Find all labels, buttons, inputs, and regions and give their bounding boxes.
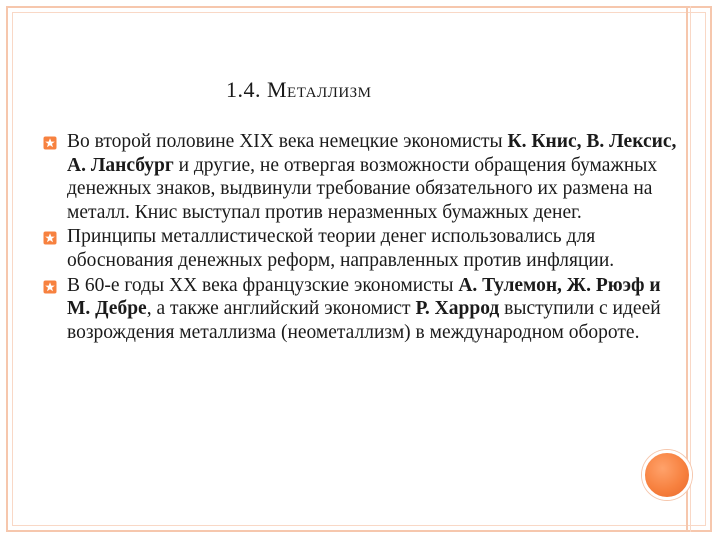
- right-decorative-line: [686, 6, 688, 532]
- bullet-text-3a: В 60-е годы XX века французские экономисты: [67, 274, 459, 296]
- title-text: 1.4. Металлизм: [226, 77, 372, 102]
- bullet-text-1b: К. Книс, В. Лексис, А. Лансбург: [67, 131, 677, 176]
- bullet-text-3d: Р. Харрод: [415, 298, 500, 320]
- bullet-item-3: [40, 274, 680, 345]
- bullet-text-3b: А. Тулемон, Ж. Рюэф и М. Дебре: [67, 274, 661, 320]
- bullet-item-1: [40, 130, 680, 224]
- star-bullet-icon: [43, 280, 57, 294]
- orange-circle-decoration: [642, 450, 692, 500]
- bullet-text-1c: и другие, не отвергая возможности обращения бумажных денежных знаков, выдвинули требование обязательного их размена на металл. Книс выступал против неразменных бумажных денег.: [67, 154, 658, 223]
- bullet-text-2: Принципы металлистической теории денег использовались для обоснования денежных реформ, направленных против инфляции.: [67, 226, 615, 271]
- slide-title: [226, 77, 372, 103]
- bullet-text-3c: , а также английский экономист: [146, 298, 416, 320]
- bullet-item-2: [40, 225, 680, 272]
- star-bullet-icon: [43, 136, 57, 150]
- bullet-text-1a: Во второй половине XIX века немецкие экономисты: [67, 131, 508, 152]
- bullet-list: [40, 130, 680, 345]
- star-bullet-icon: [43, 231, 57, 245]
- right-decorative-line-thin: [690, 6, 691, 532]
- bullet-text-3e: выступили с идеей возрождения металлизма (неометаллизм) в международном обороте.: [67, 298, 661, 343]
